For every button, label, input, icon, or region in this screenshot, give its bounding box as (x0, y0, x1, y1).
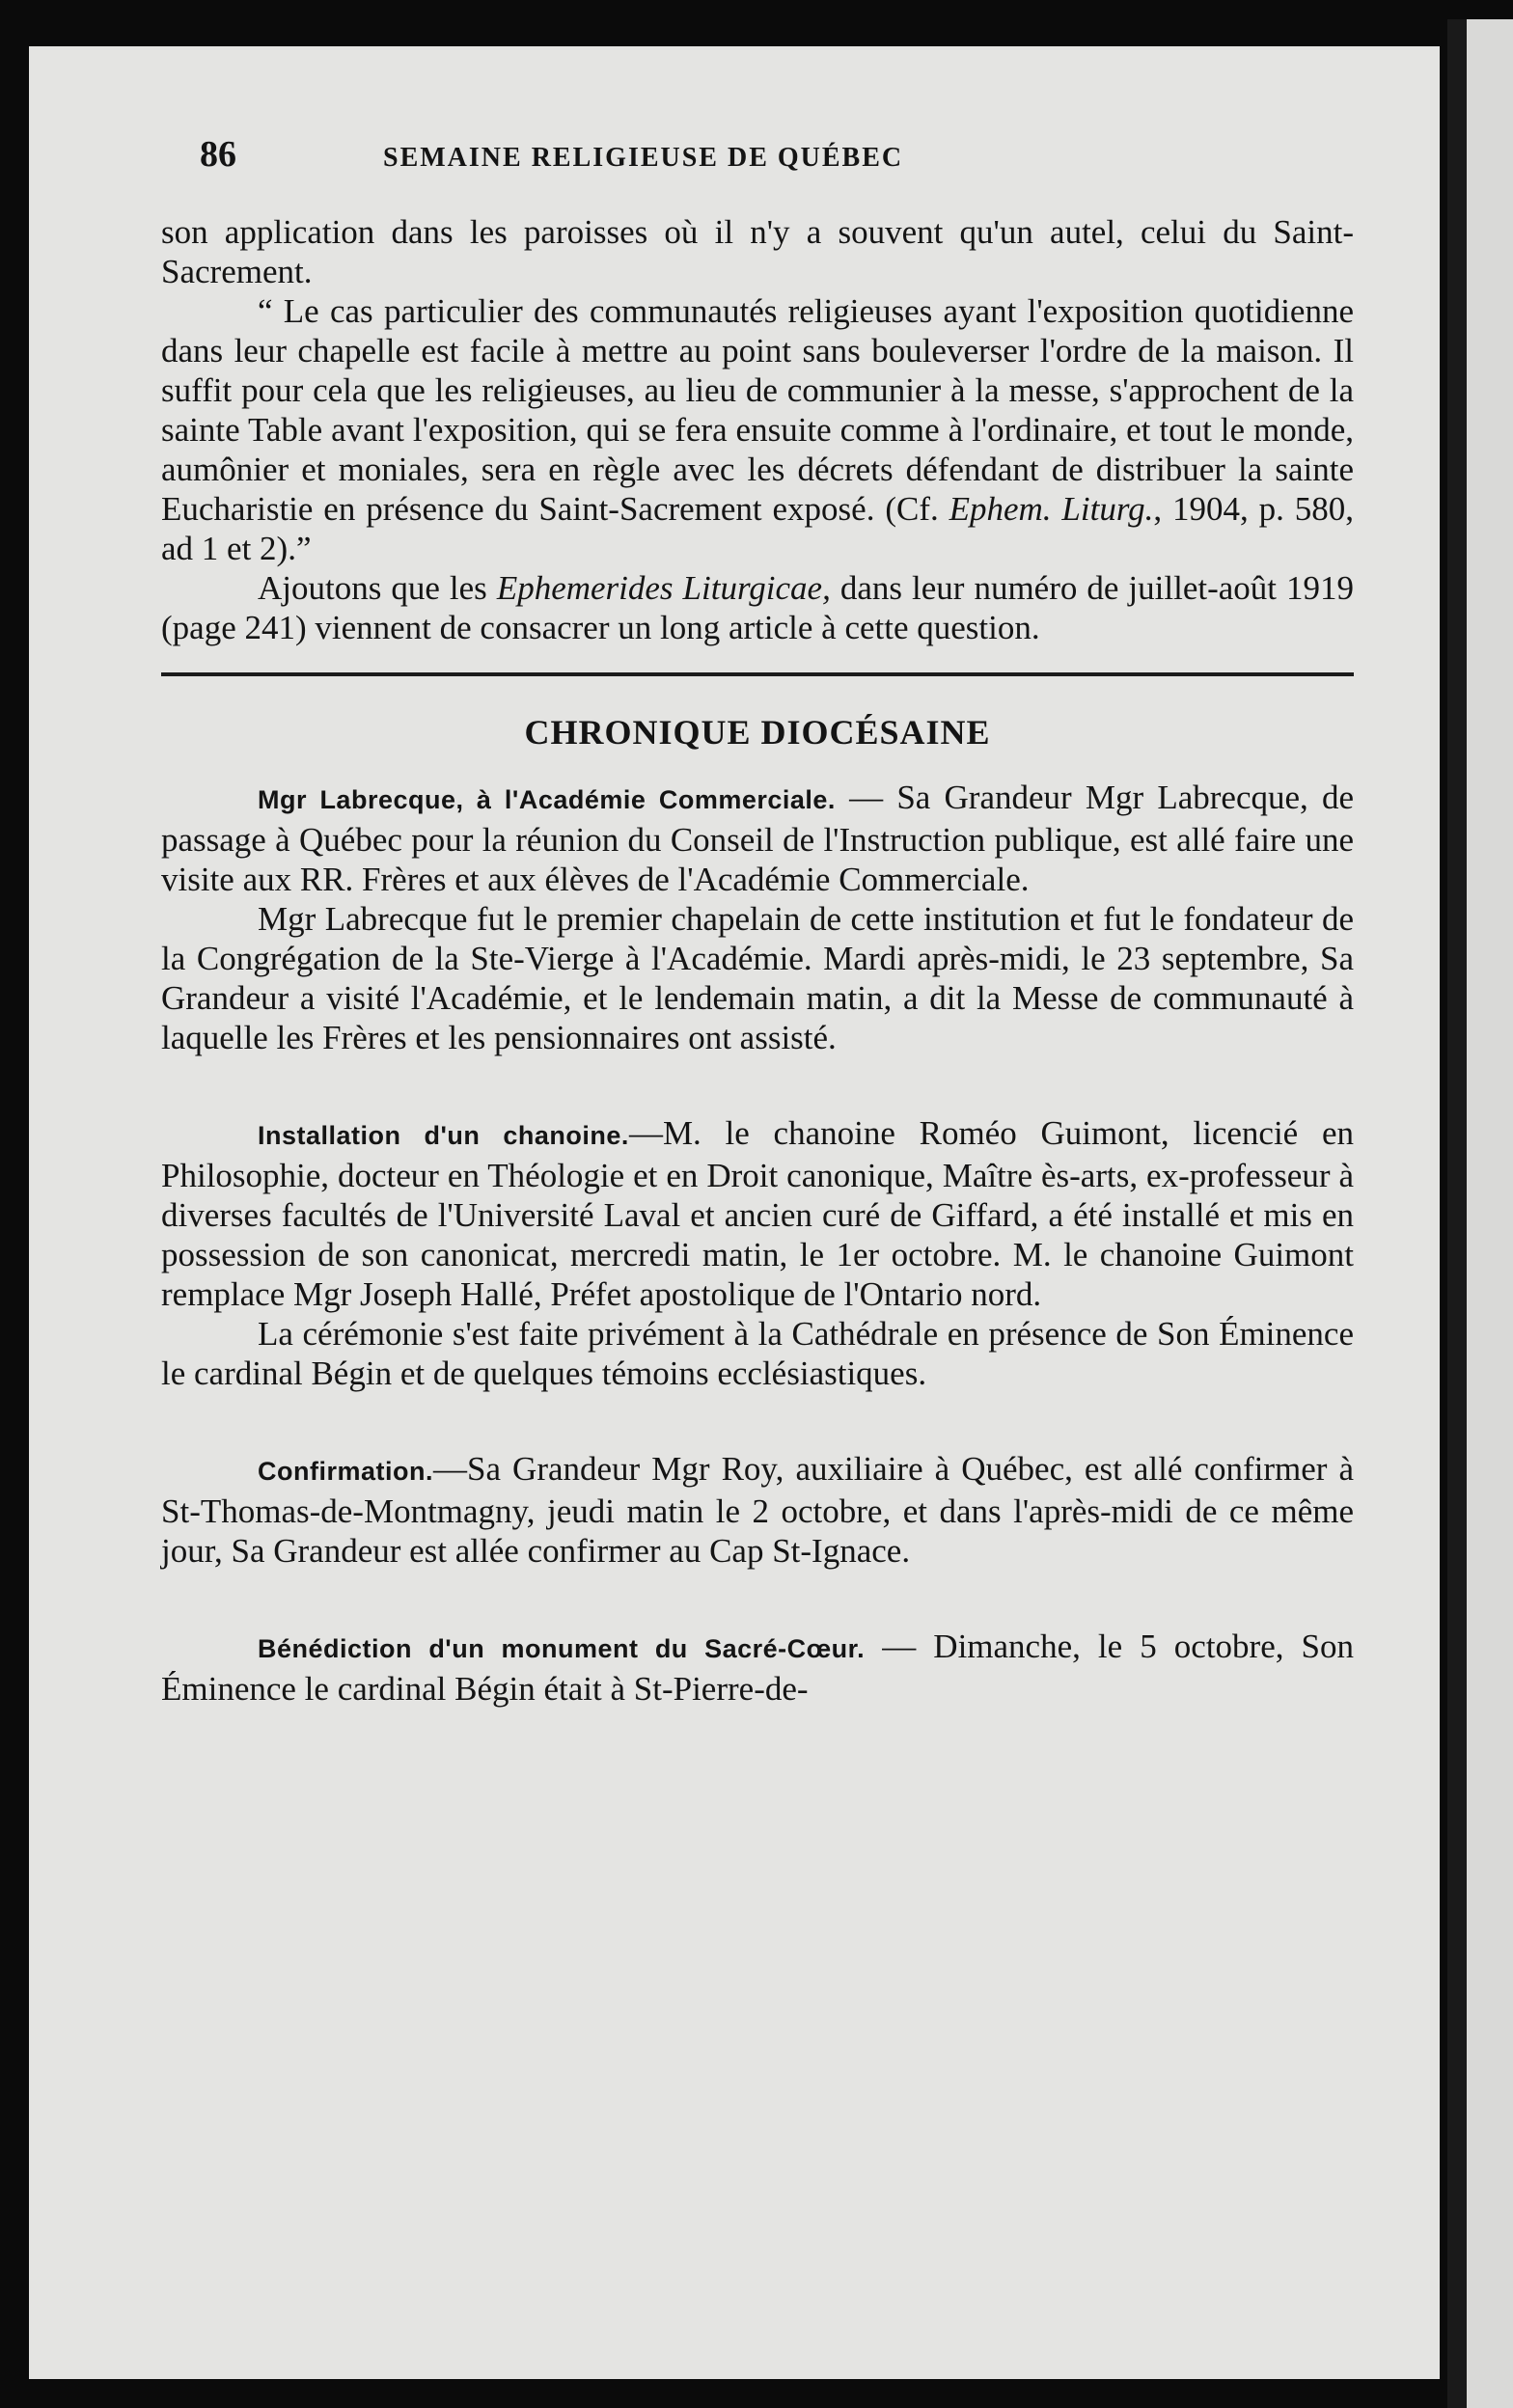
article-benediction (161, 1627, 1354, 1709)
spacer (161, 1057, 1354, 1113)
journal-title: SEMAINE RELIGIEUSE DE QUÉBEC (383, 143, 904, 173)
continuation-paragraph-3 (161, 568, 1354, 647)
article-text: — Sa Grandeur Mgr Labrecque, de passage à Québec pour la réunion du Conseil de l'Instruction publique, est allé faire une visite aux RR. Frères et aux élèves de l'Académie Commerciale. (161, 779, 1354, 898)
continuation-paragraph-2 (161, 291, 1354, 568)
quote-citation: Ephem. Liturg. (949, 490, 1154, 528)
article-lead: Confirmation. (258, 1457, 433, 1486)
article-lead: Installation d'un chanoine. (258, 1121, 629, 1150)
article-lead: Mgr Labrecque, à l'Académie Commerciale. (258, 785, 836, 814)
section-divider (161, 672, 1354, 676)
running-head (161, 135, 1354, 193)
article-text: —Sa Grandeur Mgr Roy, auxiliaire à Québec, est allé confirmer à St-Thomas-de-Montmagny, jeudi matin le 2 octobre, et dans l'après-midi de ce même jour, Sa Grandeur est allée confirmer au Cap St-Ignace. (161, 1450, 1354, 1570)
article-lead: Bénédiction d'un monument du Sacré-Cœur. (258, 1634, 866, 1663)
page-number: 86 (200, 134, 236, 175)
article-chanoine (161, 1113, 1354, 1314)
section-title: CHRONIQUE DIOCÉSAINE (524, 713, 991, 752)
continuation-paragraph-1: son application dans les paroisses où il n'y a souvent qu'un autel, celui du Saint-Sacrement. (161, 213, 1354, 290)
quote-text: “ Le cas particulier des communautés religieuses ayant l'exposition quotidienne dans leur chapelle est facile à mettre au point sans bouleverser l'ordre de la maison. Il suffit pour cela que les religieuses, au lieu de communier à la messe, s'approchent de la sainte Table avant l'exposition, qui se fera ensuite comme à l'ordinaire, et tout le monde, aumônier et moniales, sera en règle avec les décrets défendant de distribuer la sainte Eucharistie en présence du Saint-Sacrement exposé. (Cf. (161, 292, 1354, 528)
article-labrecque-p2: Mgr Labrecque fut le premier chapelain de cette institution et fut le fondateur de la Congrégation de la Ste-Vierge à l'Académie. Mardi après-midi, le 23 septembre, Sa Grandeur a visité l'Académie, et le lendemain matin, a dit la Messe de communauté à laquelle les Frères et les pensionnaires ont assisté. (161, 900, 1354, 1056)
p3-start: Ajoutons que les (258, 569, 487, 607)
spacer (161, 1571, 1354, 1627)
article-text: —M. le chanoine Roméo Guimont, licencié en Philosophie, docteur en Théologie et en Droit canonique, Maître ès-arts, ex-professeur à diverses facultés de l'Université Laval et ancien curé de Giffard, a été installé et mis en possession de son canonicat, mercredi matin, le 1er octobre. M. le chanoine Guimont remplace Mgr Joseph Hallé, Préfet apostolique de l'Ontario nord. (161, 1114, 1354, 1313)
p3-italic: Ephemerides Liturgicae, (496, 569, 831, 607)
article-text: — Dimanche, le 5 octobre, Son Éminence le cardinal Bégin était à St-Pierre-de- (161, 1628, 1355, 1708)
article-chanoine-p2: La cérémonie s'est faite privément à la Cathédrale en présence de Son Éminence le cardinal Bégin et de quelques témoins ecclésiastiques. (161, 1315, 1354, 1392)
article-labrecque (161, 778, 1354, 899)
quote-citation-end: , 1904, p. 580, ad 1 et 2).” (161, 490, 1355, 567)
p3-end: dans leur numéro de juillet-août 1919 (page 241) viennent de consacrer un long article à cette question. (161, 569, 1355, 646)
article-confirmation (161, 1449, 1354, 1571)
page-content (161, 135, 1354, 1709)
adjacent-page-edge (1447, 19, 1513, 2408)
spacer (161, 1393, 1354, 1449)
